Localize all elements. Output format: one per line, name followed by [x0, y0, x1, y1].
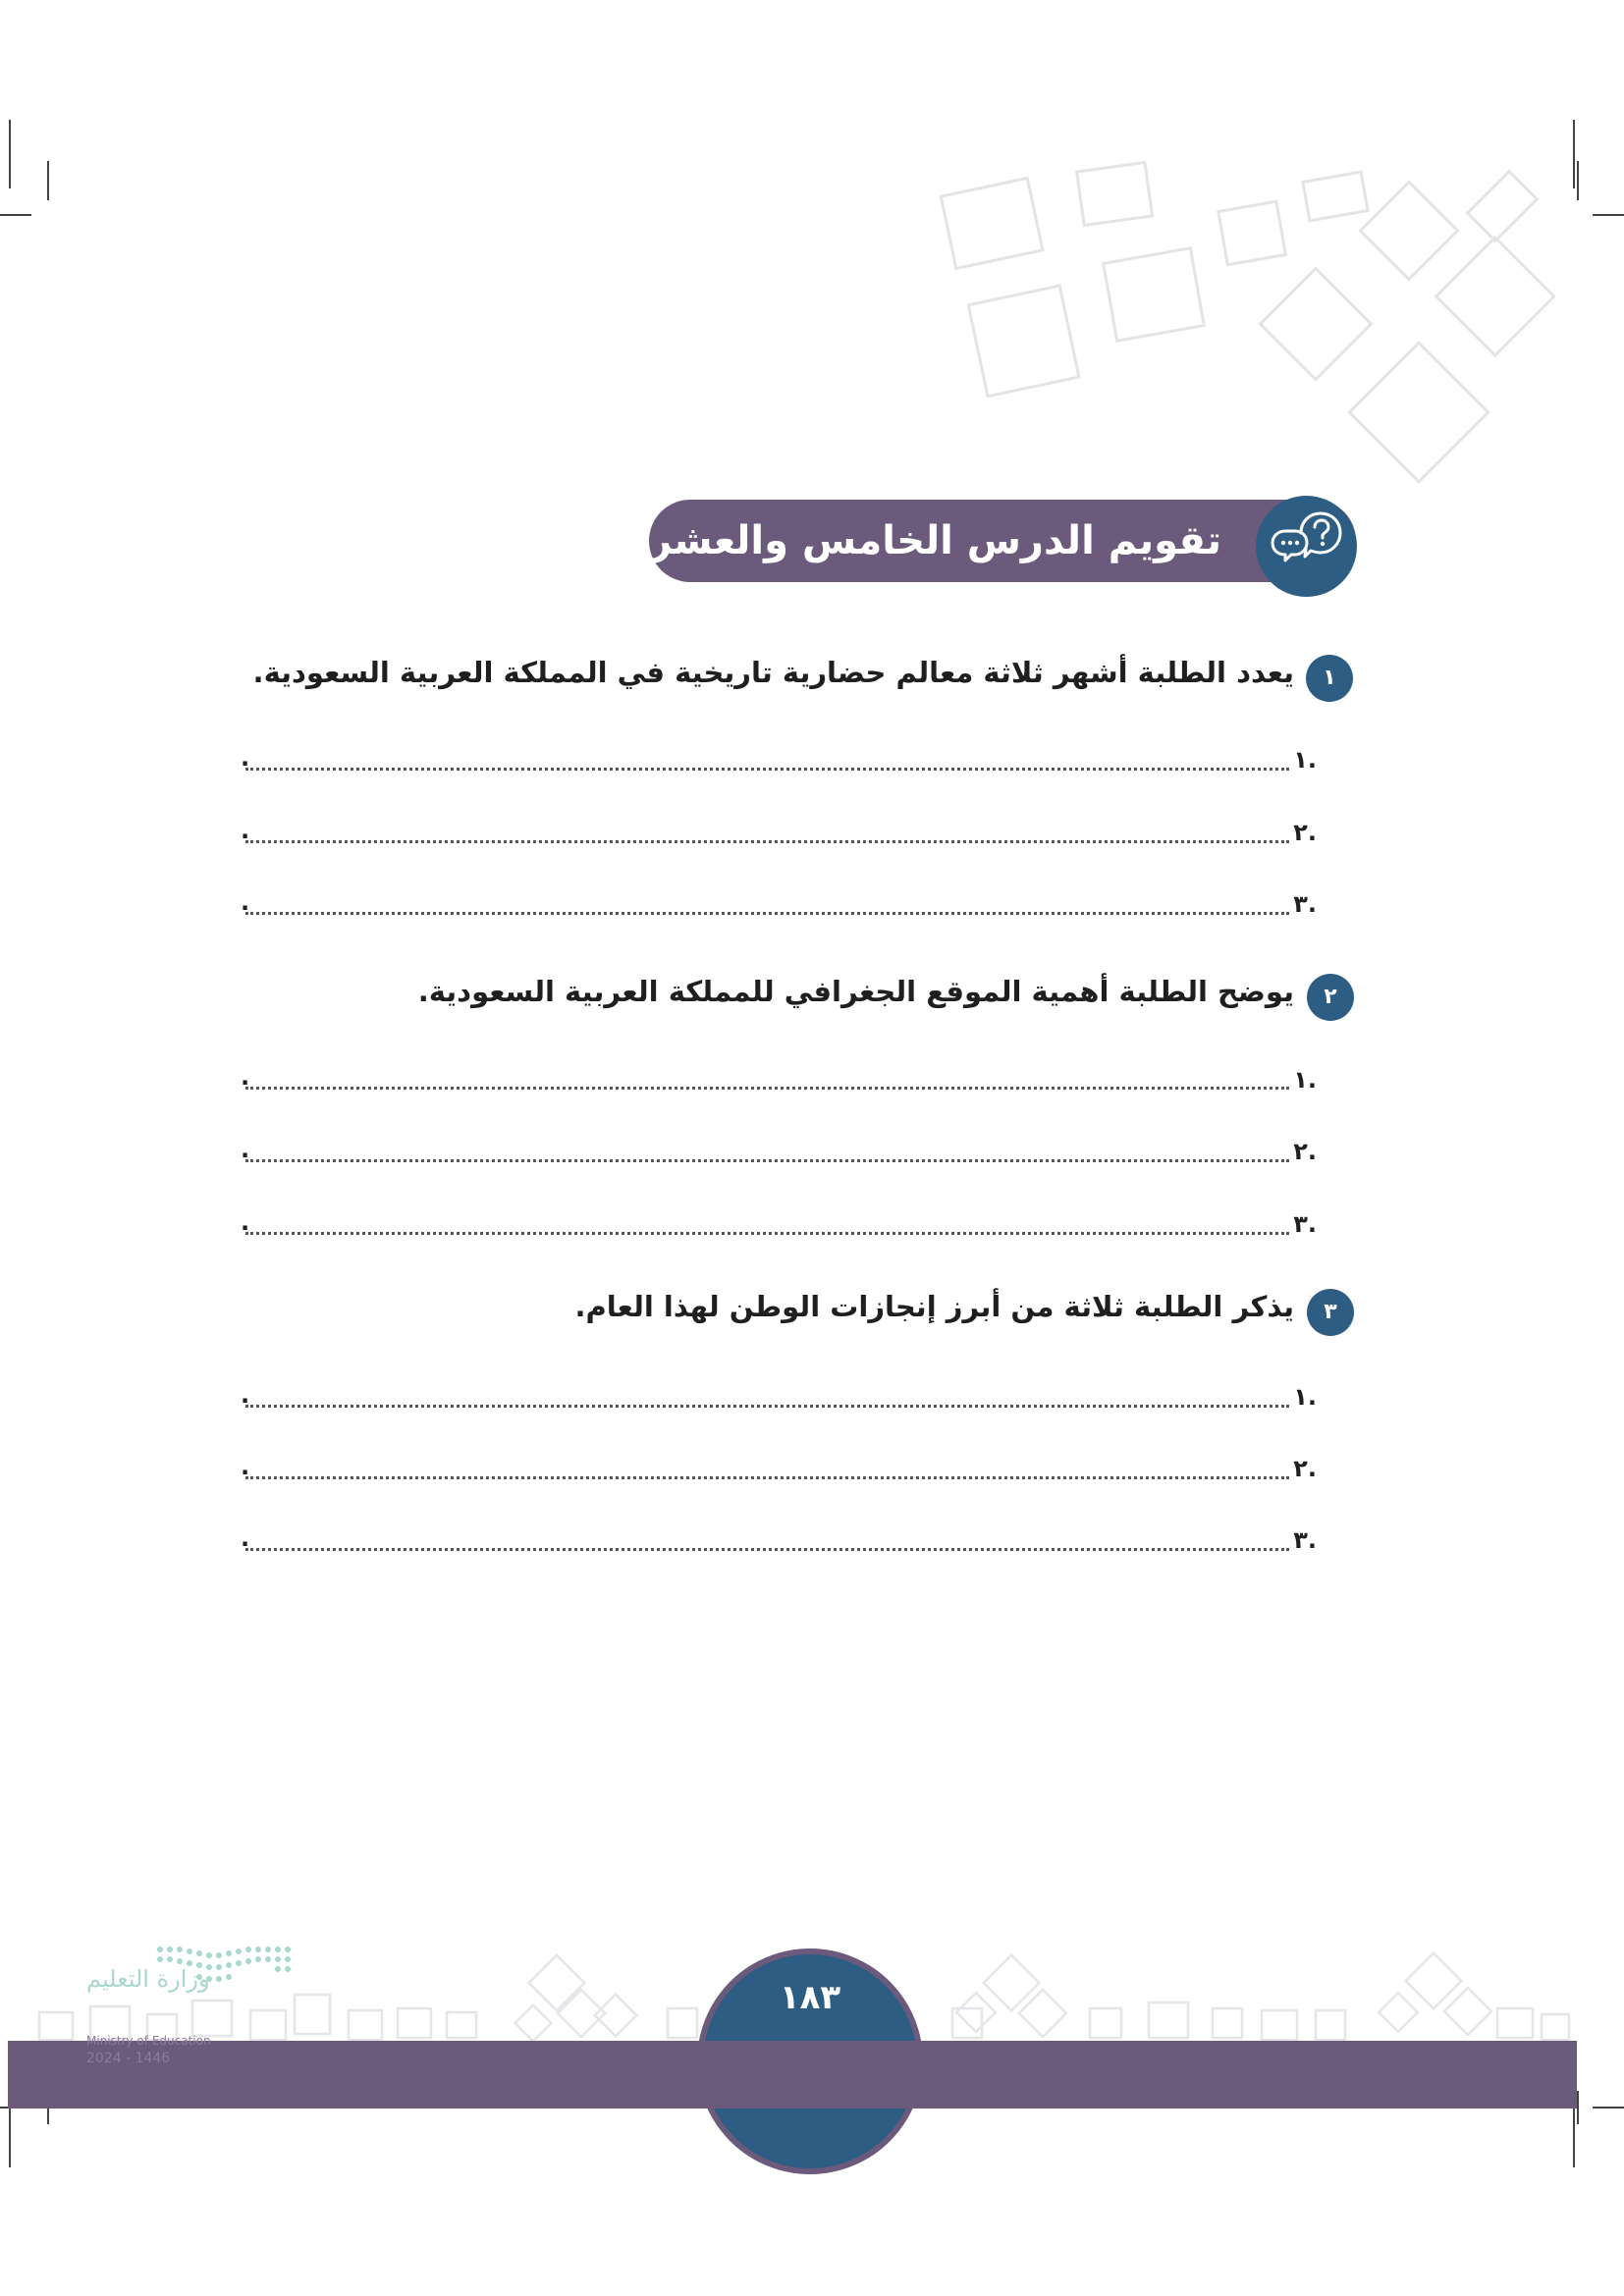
edition-year: 2024 - 1446 — [86, 2051, 171, 2066]
crop-mark-bottom-left-v — [9, 2109, 11, 2167]
question-text: يعدد الطلبة أشهر ثلاثة معالم حضارية تاريخية في المملكة العربية السعودية. — [252, 656, 1294, 689]
answer-field-1-1[interactable] — [245, 768, 1289, 771]
answer-line-end: . — [241, 888, 250, 916]
answer-label: ٣. — [1293, 1526, 1317, 1554]
answer-line-end: . — [241, 817, 250, 844]
crop-mark-bottom-right-v — [1573, 2109, 1575, 2167]
answer-line-end: . — [241, 1063, 250, 1091]
answer-line-end: . — [241, 1381, 250, 1409]
answer-field-1-3[interactable] — [245, 912, 1289, 915]
crop-mark-bottom-right-h — [1593, 2107, 1624, 2109]
answer-label: ٢. — [1293, 1455, 1317, 1482]
question-number-badge: ٣ — [1307, 1289, 1354, 1336]
answer-label: ٣. — [1293, 1210, 1317, 1238]
ministry-logo-subtext: Ministry of Education — [86, 2034, 211, 2048]
answer-field-1-2[interactable] — [245, 840, 1289, 843]
question-speech-bubble-icon — [1256, 496, 1357, 597]
page-number: ١٨٣ — [779, 1978, 841, 2017]
question-text: يوضح الطلبة أهمية الموقع الجغرافي للمملكة العربية السعودية. — [417, 975, 1294, 1008]
footer-bar — [8, 2041, 1577, 2109]
answer-line-end: . — [241, 1136, 250, 1163]
crop-mark-top-left-v2 — [47, 161, 49, 200]
answer-label: ١. — [1293, 1066, 1317, 1094]
answer-field-2-2[interactable] — [245, 1159, 1289, 1162]
crop-mark-bottom-right-v2 — [1577, 2091, 1579, 2124]
page-title: تقويم الدرس الخامس والعشرين — [599, 518, 1221, 563]
answer-field-3-3[interactable] — [245, 1548, 1289, 1551]
answer-line-end: . — [241, 1524, 250, 1552]
answer-line-end: . — [241, 744, 250, 772]
answer-label: ٢. — [1293, 819, 1317, 846]
question-number-badge: ٢ — [1307, 974, 1354, 1021]
answer-label: ١. — [1293, 1383, 1317, 1411]
question-text: يذكر الطلبة ثلاثة من أبرز إنجازات الوطن لهذا العام. — [574, 1290, 1294, 1323]
answer-line-end: . — [241, 1208, 250, 1236]
answer-label: ١. — [1293, 746, 1317, 774]
answer-field-3-2[interactable] — [245, 1476, 1289, 1479]
crop-mark-top-left-v — [9, 120, 11, 188]
crop-mark-top-right-h — [1593, 214, 1624, 216]
answer-label: ٣. — [1293, 890, 1317, 918]
question-number-badge: ١ — [1306, 655, 1353, 702]
crop-mark-top-right-v2 — [1577, 161, 1579, 200]
answer-field-2-3[interactable] — [245, 1232, 1289, 1235]
answer-field-2-1[interactable] — [245, 1087, 1289, 1090]
crop-mark-top-right-v — [1573, 120, 1575, 188]
answer-line-end: . — [241, 1453, 250, 1480]
crop-mark-top-left-h — [0, 214, 31, 216]
answer-label: ٢. — [1293, 1138, 1317, 1165]
answer-field-3-1[interactable] — [245, 1405, 1289, 1408]
ministry-logo-text: وزارة التعليم — [86, 1965, 210, 1993]
